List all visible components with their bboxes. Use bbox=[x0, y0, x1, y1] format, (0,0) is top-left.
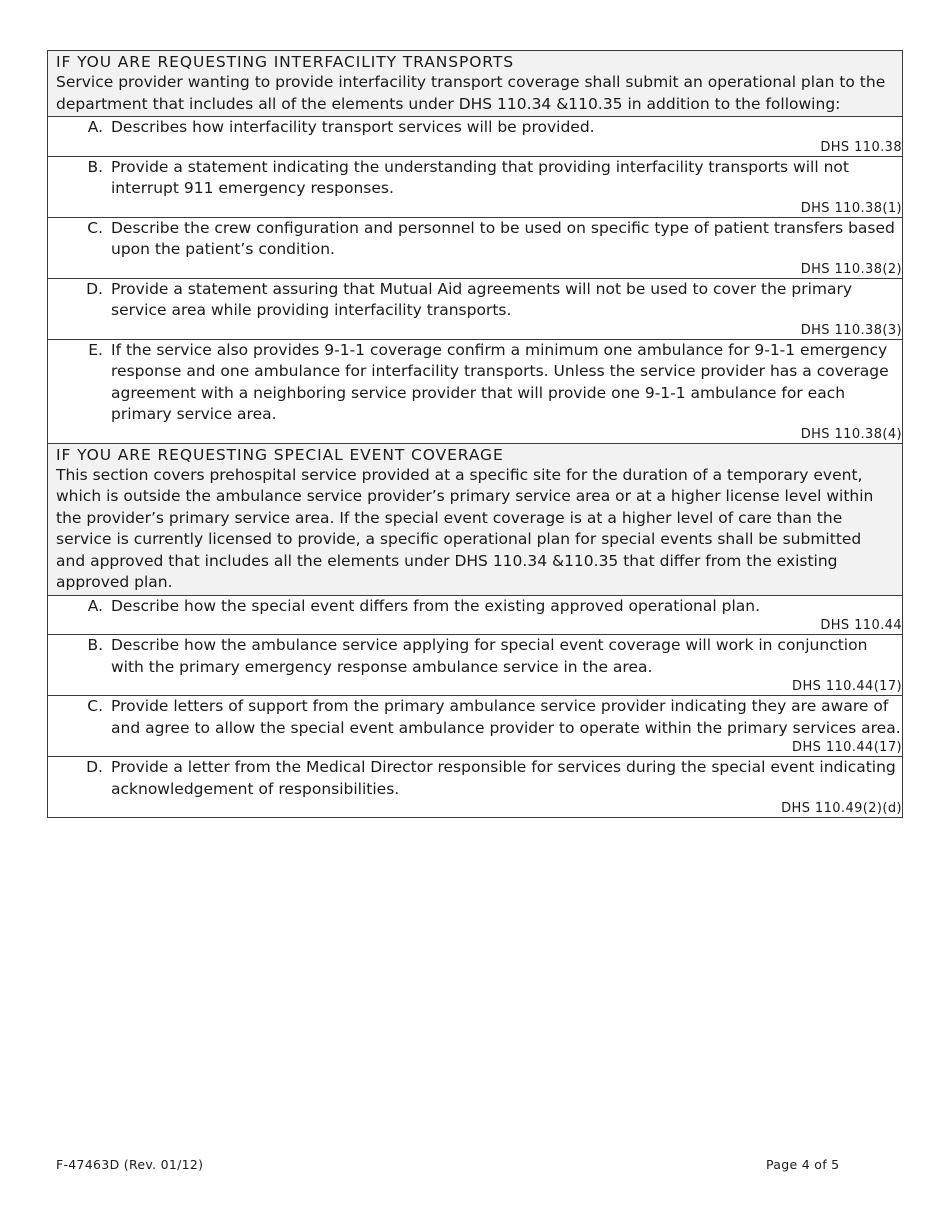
section-description: This section covers prehospital service provided at a specific site for the duration of a temporary event, which is outside the ambulance service provider’s primary service area or at a higher license level within the provider’s primary service area. If the special event coverage is at a higher level of care than the service is currently licensed to provide, a specific operational plan for special events shall be submitted and approved that includes all the elements under DHS 110.34 &110.35 that differ from the existing approved plan. bbox=[56, 465, 874, 591]
table-row bbox=[48, 595, 903, 635]
table-row bbox=[48, 217, 903, 278]
statute-reference: DHS 110.38(3) bbox=[800, 322, 902, 338]
table-row bbox=[48, 635, 903, 696]
requirement-item bbox=[48, 757, 903, 818]
statute-reference: DHS 110.44(17) bbox=[792, 740, 902, 755]
requirement-item bbox=[48, 217, 903, 278]
section-title: IF YOU ARE REQUESTING SPECIAL EVENT COVERAGE bbox=[56, 445, 504, 464]
item-text: Describes how interfacility transport services will be provided. bbox=[111, 118, 595, 136]
requirement-item bbox=[48, 635, 903, 696]
requirement-item bbox=[48, 278, 903, 339]
requirement-item bbox=[48, 339, 903, 443]
item-text: Describe the crew configuration and personnel to be used on specific type of patient transfers based upon the patient’s condition. bbox=[111, 218, 895, 258]
item-text: If the service also provides 9-1-1 coverage confirm a minimum one ambulance for 9-1-1 emergency response and one ambulance for interfacility transports. Unless the service provider has a coverage agreement with a neighboring service provider that will provide one 9-1-1 ambulance for each primary service area. bbox=[111, 340, 889, 423]
item-letter: A. bbox=[87, 596, 103, 615]
table-row bbox=[48, 117, 903, 157]
section-description: Service provider wanting to provide interfacility transport coverage shall submit an operational plan to the department that includes all of the elements under DHS 110.34 &110.35 in addition to the following: bbox=[56, 73, 886, 113]
form-number: F-47463D (Rev. 01/12) bbox=[56, 1157, 204, 1172]
item-letter: B. bbox=[87, 157, 103, 176]
item-letter: D. bbox=[86, 279, 103, 298]
item-text: Provide a statement indicating the understanding that providing interfacility transports will not interrupt 911 emergency responses. bbox=[111, 157, 849, 197]
statute-reference: DHS 110.38(1) bbox=[800, 200, 902, 216]
item-letter: C. bbox=[87, 697, 103, 715]
statute-reference: DHS 110.38(4) bbox=[800, 426, 902, 442]
item-letter: E. bbox=[88, 340, 103, 359]
section-header-row bbox=[48, 443, 903, 595]
requirement-item bbox=[48, 117, 903, 157]
item-letter: C. bbox=[87, 218, 103, 237]
requirements-table bbox=[47, 50, 903, 818]
table-row bbox=[48, 757, 903, 818]
statute-reference: DHS 110.49(2)(d) bbox=[781, 801, 902, 816]
requirement-item bbox=[48, 156, 903, 217]
section-header-row bbox=[48, 51, 903, 117]
item-letter: D. bbox=[86, 758, 103, 776]
table-row bbox=[48, 156, 903, 217]
item-letter: A. bbox=[87, 118, 103, 136]
section-header-interfacility bbox=[48, 51, 903, 117]
page-number: Page 4 of 5 bbox=[766, 1157, 840, 1172]
item-text: Provide a letter from the Medical Director responsible for services during the special event indicating acknowledgement of responsibilities. bbox=[111, 758, 896, 798]
statute-reference: DHS 110.44(17) bbox=[792, 679, 902, 694]
requirement-item bbox=[48, 595, 903, 635]
item-text: Provide letters of support from the primary ambulance service provider indicating they are aware of and agree to allow the special event ambulance provider to operate within the primary services area. bbox=[111, 697, 901, 737]
table-row bbox=[48, 278, 903, 339]
statute-reference: DHS 110.38(2) bbox=[800, 261, 902, 277]
table-row bbox=[48, 339, 903, 443]
requirement-item bbox=[48, 696, 903, 757]
statute-reference: DHS 110.44 bbox=[820, 618, 902, 633]
section-title: IF YOU ARE REQUESTING INTERFACILITY TRANSPORTS bbox=[56, 53, 514, 71]
item-letter: B. bbox=[87, 636, 103, 654]
item-text: Describe how the ambulance service applying for special event coverage will work in conjunction with the primary emergency response ambulance service in the area. bbox=[111, 636, 868, 676]
item-text: Provide a statement assuring that Mutual Aid agreements will not be used to cover the primary service area while providing interfacility transports. bbox=[111, 279, 853, 319]
table-row bbox=[48, 696, 903, 757]
statute-reference: DHS 110.38 bbox=[820, 139, 902, 155]
item-text: Describe how the special event differs from the existing approved operational plan. bbox=[111, 596, 761, 615]
section-header-special-event bbox=[48, 443, 903, 595]
